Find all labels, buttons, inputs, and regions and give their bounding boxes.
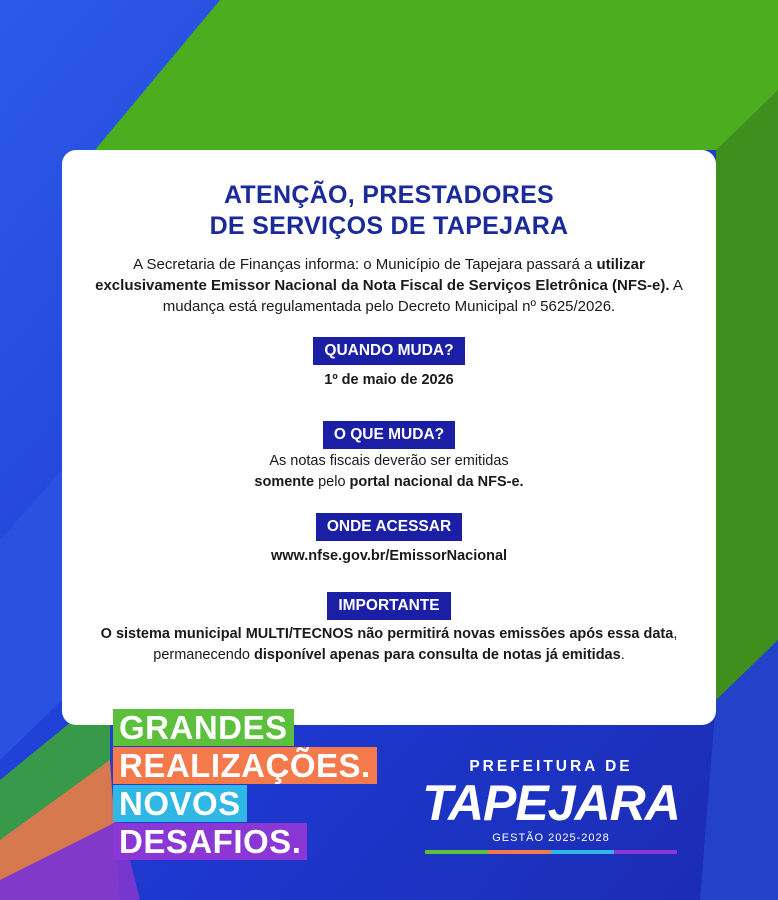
logo-bar-segment <box>551 850 614 854</box>
section-onde-acessar <box>88 513 690 567</box>
o-que-muda-line-1: As notas fiscais deverão ser emitidas <box>269 453 509 469</box>
title-line-2: DE SERVIÇOS DE TAPEJARA <box>209 212 569 240</box>
section-text-o-que-muda <box>88 451 690 493</box>
section-o-que-muda <box>88 421 690 493</box>
website-url: www.nfse.gov.br/EmissorNacional <box>270 548 508 564</box>
section-text-importante <box>88 624 690 666</box>
logo-color-bar <box>425 850 677 854</box>
title-line-1: ATENÇÃO, PRESTADORES <box>223 181 555 209</box>
logo-term-text: GESTÃO 2025-2028 <box>492 832 610 844</box>
section-label-importante: IMPORTANTE <box>327 592 450 620</box>
intro-bold-text: utilizar exclusivamente Emissor Nacional da Nota Fiscal de Serviços Eletrônica (NFS-e). <box>95 256 670 294</box>
logo-bar-segment <box>425 850 488 854</box>
section-importante <box>88 592 690 666</box>
importante-end: . <box>620 647 625 663</box>
section-label-onde-acessar: ONDE ACESSAR <box>316 513 462 541</box>
importante-bold-2: disponível apenas para consulta de notas já emitidas <box>254 647 621 663</box>
campaign-slogan <box>113 709 377 861</box>
o-que-muda-bold-1: somente <box>254 474 315 490</box>
announcement-card <box>62 150 716 725</box>
section-quando-muda <box>88 337 690 391</box>
importante-bold-1: O sistema municipal MULTI/TECNOS não permitirá novas emissões após essa data <box>100 626 674 642</box>
o-que-muda-mid: pelo <box>314 474 350 490</box>
logo-main-text: TAPEJARA <box>422 775 680 831</box>
slogan-line-3: NOVOS <box>113 785 247 822</box>
intro-paragraph <box>89 254 689 317</box>
section-text-quando-muda: 1º de maio de 2026 <box>324 372 454 388</box>
logo-top-text: PREFEITURA DE <box>469 758 633 775</box>
slogan-line-2: REALIZAÇÕES. <box>113 747 377 784</box>
importante-mid: , permanecendo <box>153 626 678 663</box>
section-label-quando-muda: QUANDO MUDA? <box>313 337 464 365</box>
section-label-o-que-muda: O QUE MUDA? <box>323 421 455 449</box>
slogan-line-4: DESAFIOS. <box>113 823 307 860</box>
intro-text-end: A mudança está regulamentada pelo Decreto Municipal nº 5625/2026. <box>162 277 683 315</box>
slogan-line-1: GRANDES <box>113 709 294 746</box>
announcement-title <box>88 180 690 242</box>
intro-text: A Secretaria de Finanças informa: o Município de Tapejara passará a <box>133 256 597 273</box>
logo-bar-segment <box>488 850 551 854</box>
prefeitura-logo <box>420 758 682 854</box>
logo-bar-segment <box>614 850 677 854</box>
o-que-muda-bold-2: portal nacional da NFS-e. <box>349 474 524 490</box>
